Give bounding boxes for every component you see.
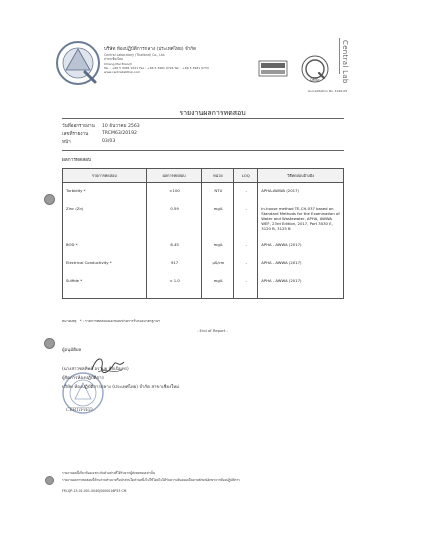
results-section-title: ผลการทดสอบ (62, 158, 92, 163)
method-cell: APHA - AWWA (2017) (258, 259, 344, 277)
col-header-unit: หน่วย (202, 169, 234, 183)
loq-cell: - (234, 259, 258, 277)
results-header-row (63, 169, 344, 183)
dmsc-seal-icon (300, 54, 330, 84)
loq-cell: - (234, 183, 258, 205)
footer-line-2: รายงานผลการทดสอบนี้ห้ามถ่ายสำเนาหรือนำส่วนใดส่วนหนึ่งไปใช้โดยไม่ได้รับความยินยอมเป็นลายลักษณ์อักษรจากห้องปฏิบัติการ (62, 478, 240, 482)
title-divider (62, 118, 344, 119)
address-label: สาขาเชียงใหม่ (104, 57, 123, 62)
unit-cell: mg/L (202, 241, 234, 259)
table-row (63, 183, 344, 205)
result-cell: 8.45 (146, 241, 202, 259)
remarks-text: * : รายการทดสอบนอกขอบข่ายการรับรองมาตรฐานฯ (79, 319, 160, 323)
page-label: หน้า (62, 140, 71, 145)
col-header-loq: LOQ (234, 169, 258, 183)
report-number-row (62, 131, 137, 138)
side-tab-label: Central Lab (341, 40, 349, 84)
punch-hole (44, 338, 55, 349)
company-name-th: บริษัท ห้องปฏิบัติการกลาง (ประเทศไทย) จำกัด (104, 47, 197, 52)
col-header-parameter: รายการทดสอบ (63, 169, 147, 183)
table-row (63, 277, 344, 299)
side-tab (339, 38, 351, 84)
signer-company: บริษัท ห้องปฏิบัติการกลาง (ประเทศไทย) จำกัด สาขาเชียงใหม่ (62, 385, 180, 390)
unit-cell: µS/cm (202, 259, 234, 277)
date-value: 10 ธันวาคม 2563 (102, 124, 140, 129)
method-cell: In-house method TE-CH-037 based on Standard Methods for the Examination of Water and Wastewater, APHA, AWWA WEF, 23rd Edition, 2017, Part 3030 E, 3120 B, 3125 B (258, 205, 344, 241)
address-line1: Chiang Mai Branch (104, 61, 133, 66)
unit-cell: NTU (202, 183, 234, 205)
unit-cell: mg/L (202, 205, 234, 241)
report-number-value: TRCM63/20192 (102, 131, 137, 136)
footer-line-1: รายงานผลนี้เกี่ยวข้องเฉพาะกับตัวอย่างที่ได้รับจากผู้ส่งทดสอบเท่านั้น (62, 471, 155, 475)
result-cell: < 1.0 (146, 277, 202, 299)
website: www.centrallabthai.com (104, 70, 141, 75)
address-line2: Tel. : +66 5 3981 9721 Fax : +66 5 3981 9724 Tel. : +66 5 3981 9733 (104, 65, 209, 70)
signer-name: (นางสาวชลทิพย์ อรามย พิกเนินทร) (62, 367, 129, 372)
results-table (62, 168, 344, 299)
table-row (63, 259, 344, 277)
page-row (62, 139, 116, 146)
signer-position: ผู้จัดการห้องปฏิบัติการ (62, 376, 105, 381)
remarks-label: หมายเหตุ (62, 319, 77, 323)
loq-cell: - (234, 205, 258, 241)
loq-cell: - (234, 241, 258, 259)
date-label: วันที่ออกรายงาน (62, 124, 95, 129)
meta-divider (62, 150, 344, 151)
end-of-report: - End of Report - (196, 328, 229, 333)
punch-hole (45, 476, 54, 485)
result-cell: 0.59 (146, 205, 202, 241)
punch-hole (44, 194, 55, 205)
parameter-cell: Sulfide * (63, 277, 147, 299)
unit-cell: mg/L (202, 277, 234, 299)
method-cell: APHA-AWWA (2017) (258, 183, 344, 205)
certified-stamp-text: CERTIFIED (66, 408, 93, 413)
loq-cell: - (234, 277, 258, 299)
table-row (63, 241, 344, 259)
result-cell: 917 (146, 259, 202, 277)
parameter-cell: BOD * (63, 241, 147, 259)
parameter-cell: Zinc (Zn) (63, 205, 147, 241)
company-logo (55, 40, 101, 86)
form-code: FM-QP-13-01-001-0040|0000016P33 CM (62, 489, 127, 493)
accreditation-number: Accreditation No. 1016-05 (308, 89, 348, 93)
approved-label: ผู้อนุมัติผล (62, 348, 82, 353)
report-number-label: เลขที่รายงาน (62, 132, 89, 137)
company-name-en: Central Laboratory (Thailand) Co., Ltd. (104, 53, 166, 57)
col-header-method: วิธีทดสอบอ้างอิง (258, 169, 344, 183)
dmsc-label: DMSc (310, 78, 320, 82)
method-cell: APHA - AWWA (2017) (258, 277, 344, 299)
report-title: รายงานผลการทดสอบ (179, 109, 246, 117)
date-row (62, 123, 140, 130)
result-cell: >100 (146, 183, 202, 205)
page-value: 03/03 (102, 139, 116, 144)
method-cell: APHA - AWWA (2017) (258, 241, 344, 259)
remarks (62, 318, 160, 324)
col-header-result: ผลการทดสอบ (146, 169, 202, 183)
ilac-mra-logo (258, 58, 288, 80)
parameter-cell: Turbidity * (63, 183, 147, 205)
parameter-cell: Electrical Conductivity * (63, 259, 147, 277)
table-row (63, 205, 344, 241)
